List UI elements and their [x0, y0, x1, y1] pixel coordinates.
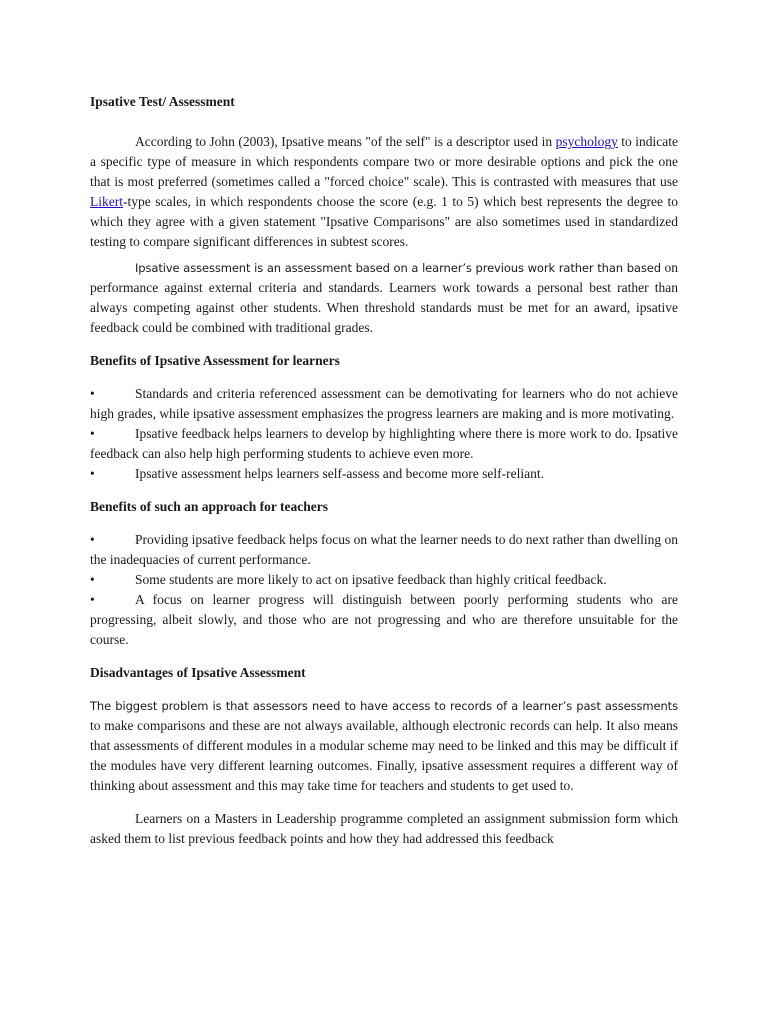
list-item: • Providing ipsative feedback helps focus on what the learner needs to do next rather than dwelling on the inadequacies of current performance.: [90, 532, 678, 567]
likert-link[interactable]: Likert: [90, 194, 123, 209]
disadvantages-heading: Disadvantages of Ipsative Assessment: [90, 665, 306, 680]
bullet-icon: •: [90, 386, 95, 401]
disadvantages-paragraph: The biggest problem is that assessors need to have access to records of a learner’s past assessments to make comparisons and these are not always available, although electronic records can help. It also means that assessments of different modules in a modular scheme may need to be linked and this may be difficult if the modules have very different learning outcomes. Finally, ipsative assessment requires a different way of thinking about assessment and this may take time for teachers and students to get used to.: [90, 699, 678, 793]
document-title: Ipsative Test/ Assessment: [90, 94, 235, 109]
list-item: • Some students are more likely to act on ipsative feedback than highly critical feedback.: [90, 570, 678, 590]
list-item: • Standards and criteria referenced assessment can be demotivating for learners who do not achieve high grades, while ipsative assessment emphasizes the progress learners are making and is more motivating.: [90, 386, 678, 421]
masters-paragraph: Learners on a Masters in Leadership programme completed an assignment submission form which asked them to list previous feedback points and how they had addressed this feedback: [90, 811, 678, 846]
psychology-link[interactable]: psychology: [555, 134, 618, 149]
intro-paragraph: According to John (2003), Ipsative means "of the self" is a descriptor used in psychology to indicate a specific type of measure in which respondents compare two or more desirable options and pick the one that is most preferred (sometimes called a "forced choice" scale). This is contrasted with measures that use Likert-type scales, in which respondents choose the score (e.g. 1 to 5) which best represents the degree to which they agree with a given statement "Ipsative Comparisons" are also sometimes used in standardized testing to compare significant differences in subtest scores.: [90, 134, 678, 249]
bullet-icon: •: [90, 592, 95, 607]
ipsative-definition-paragraph: Ipsative assessment is an assessment based on a learner’s previous work rather than based on performance against external criteria and standards. Learners work towards a personal best rather than always competing against other students. When threshold standards must be met for an award, ipsative feedback could be combined with traditional grades.: [90, 260, 678, 335]
teachers-benefits-heading: Benefits of such an approach for teachers: [90, 499, 328, 514]
bullet-icon: •: [90, 532, 95, 547]
bullet-icon: •: [90, 466, 95, 481]
learners-benefits-heading: Benefits of Ipsative Assessment for learners: [90, 353, 340, 368]
list-item: • A focus on learner progress will distinguish between poorly performing students who are progressing, albeit slowly, and those who are not progressing and who are therefore unsuitable for the course.: [90, 592, 678, 647]
bullet-icon: •: [90, 572, 95, 587]
document-body: [90, 92, 678, 849]
list-item: • Ipsative assessment helps learners self-assess and become more self-reliant.: [90, 464, 678, 484]
bullet-icon: •: [90, 426, 95, 441]
list-item: • Ipsative feedback helps learners to develop by highlighting where there is more work to do. Ipsative feedback can also help high performing students to achieve even more.: [90, 426, 678, 461]
